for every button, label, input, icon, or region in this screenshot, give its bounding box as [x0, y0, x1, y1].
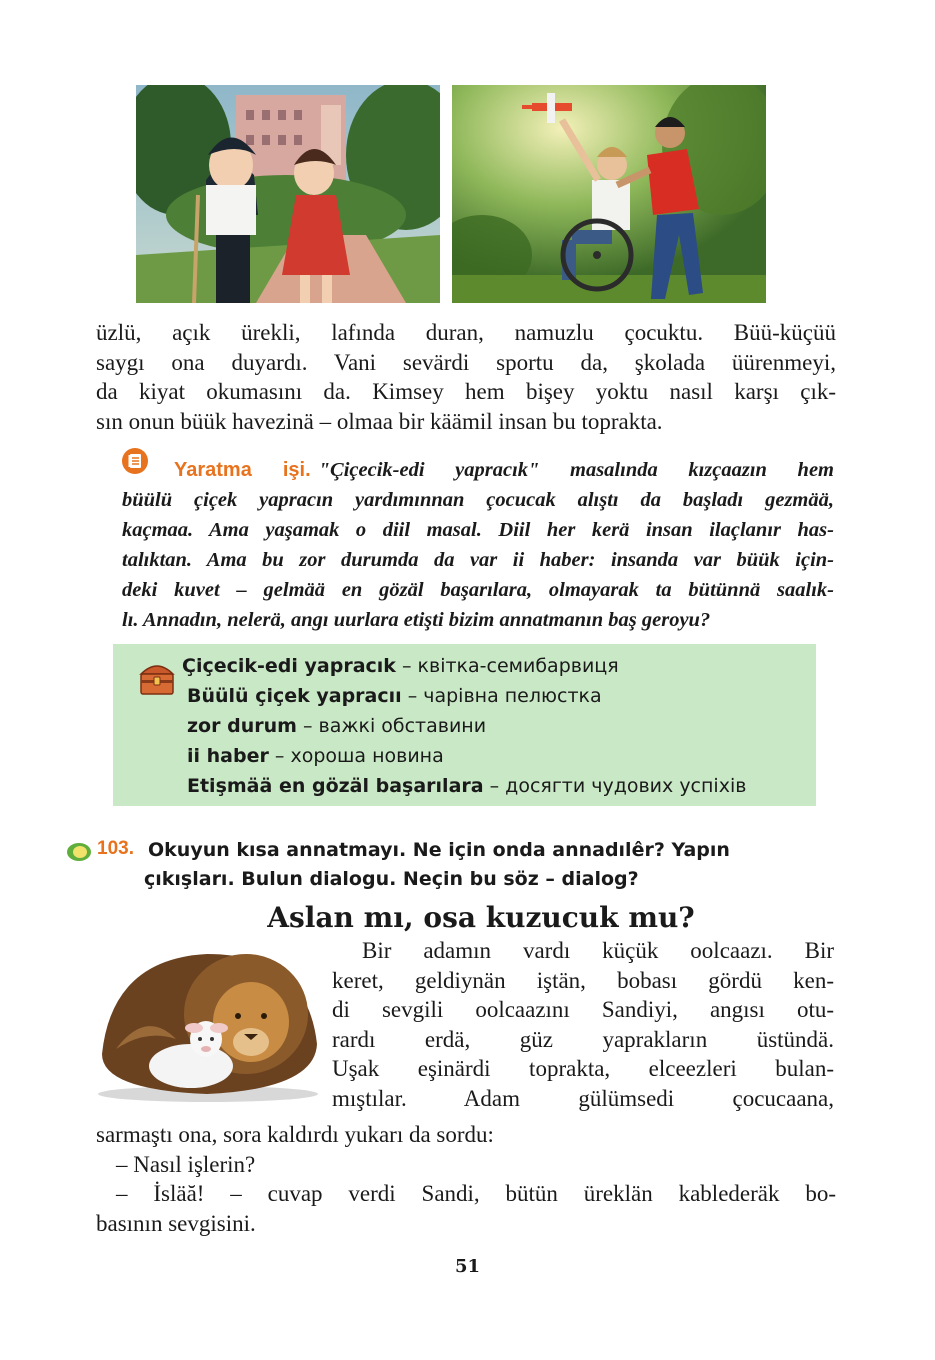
task-line: kaçmaa. Ama yaşamak o diil masal. Diil her kerä insan ilaçlanır has-	[122, 519, 834, 541]
text-line: di sevgili oolcaazını Sandiyi, angısı otu-	[332, 997, 834, 1022]
text-line: saygı ona duyardı. Vani sevärdi sportu da, şkolada üürenmeyi,	[96, 349, 836, 375]
story-paragraph-wrapped	[332, 936, 834, 1113]
vocab-translation: – чарівна пелюстка	[407, 685, 602, 707]
illustration-lion-and-lamb	[96, 944, 320, 1104]
text-line: Bir adamın vardı küçük oolcaazı. Bir	[362, 938, 834, 963]
vocab-term: Büülü çiçek yapracıı	[187, 685, 402, 707]
story-title: Aslan mı, osa kuzucuk mu?	[267, 901, 695, 934]
text-line: sın onun büük havezinä – olmaa bir käämil insan bu toprakta.	[96, 408, 663, 434]
exercise-line: çıkışları. Bulun dialogu. Neçin bu söz – dialog?	[144, 868, 639, 890]
text-line: Uşak eşinärdi toprakta, elceezleri bulan-	[332, 1056, 834, 1081]
dialog-line: – Nasıl işlerin?	[116, 1151, 256, 1177]
text-line: üzlü, açık ürekli, lafında duran, namuzlu çocuktu. Büü-küçüü	[96, 320, 836, 345]
vocab-entry	[187, 741, 746, 771]
vocab-translation: – хороша новина	[274, 745, 444, 767]
text-line: da kiyat okumasını da. Kimsey hem bişey yoktu nasıl karşı çık-	[96, 379, 836, 404]
task-text: "Çiçecik-edi yapracık" masalında kızçaazın hem	[318, 459, 834, 481]
task-line: talıktan. Ama bu zor durumda da var ii haber: insanda var büük için-	[122, 549, 834, 571]
vocab-translation: – досягти чудових успіхів	[489, 775, 747, 797]
vocab-entry	[187, 771, 746, 801]
text-line: sarmaştı ona, sora kaldırdı yukarı da sordu:	[96, 1122, 494, 1147]
text-line: basının sevgisini.	[96, 1210, 256, 1236]
vocab-term: Çiçecik-edi yapracık	[182, 655, 396, 677]
dialog-line: – İsläă! – cuvap verdi Sandi, bütün üreklän kablederäk bo-	[116, 1181, 836, 1206]
task-line	[122, 455, 834, 485]
task-line: lı. Annadın, nelerä, angı uurlara etişti bizim annatmanın baş geroyu?	[122, 609, 711, 631]
story-paragraph-bottom	[96, 1120, 836, 1238]
story-continuation-paragraph	[96, 318, 836, 436]
treasure-chest-icon	[137, 658, 177, 698]
exercise-bullet-icon	[66, 842, 92, 862]
vocab-entry	[187, 711, 746, 741]
photo-children-wheelchair	[452, 85, 766, 303]
task-line: büülü çiçek yapracın yardımınnan çocucak alıştı da başladı gezmää,	[122, 489, 834, 511]
vocabulary-list	[182, 651, 747, 801]
task-line: deki kuvet – gelmää en gözäl başarılara, olmayarak ta bütünnä saalık-	[122, 579, 834, 601]
vocab-translation: – важкі обставини	[302, 715, 487, 737]
vocab-entry	[182, 651, 746, 681]
exercise-line: Okuyun kısa annatmayı. Ne için onda annadılêr? Yapın	[148, 839, 730, 861]
page-number: 51	[454, 1256, 481, 1277]
text-line: keret, geldiynän iştän, bobası gördü ken-	[332, 967, 834, 993]
vocab-term: ii haber	[187, 745, 269, 767]
exercise-number: 103.	[97, 838, 134, 859]
illustration-cartoon-children	[136, 85, 440, 303]
exercise-instructions	[144, 836, 808, 894]
vocab-translation: – квітка-семибарвиця	[401, 655, 619, 677]
text-line: mıştılar. Adam gülümsedi çocucaana,	[332, 1085, 834, 1111]
vocabulary-box	[113, 644, 816, 806]
text-line: rardı erdä, güz yaprakların üstündä.	[332, 1026, 834, 1052]
vocab-term: Etişmää en gözäl başarılara	[187, 775, 484, 797]
vocab-entry	[187, 681, 746, 711]
creative-task	[122, 455, 834, 635]
vocab-term: zor durum	[187, 715, 297, 737]
task-label: Yaratma işi.	[174, 459, 311, 481]
